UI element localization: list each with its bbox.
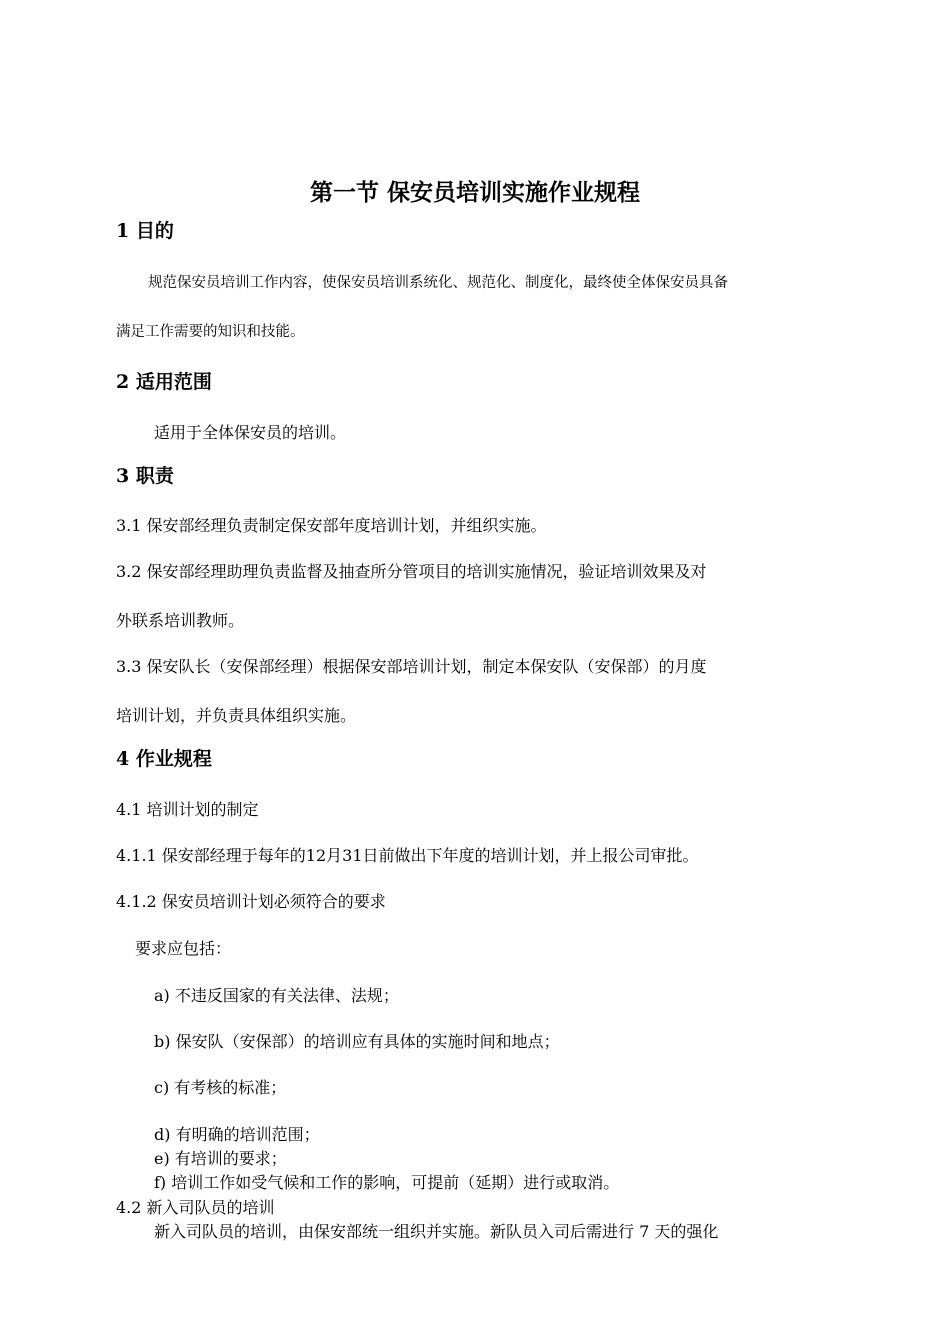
section-4-1-1: 4.1.1 保安部经理于每年的12月31日前做出下年度的培训计划，并上报公司审批。 — [116, 846, 699, 865]
section-3-1: 3.1 保安部经理负责制定保安部年度培训计划，并组织实施。 — [116, 516, 547, 535]
list-item-c: c) 有考核的标准； — [154, 1078, 287, 1097]
section-2-heading: 2 适用范围 — [116, 371, 212, 393]
list-item-d: d) 有明确的培训范围； — [154, 1125, 320, 1144]
section-4-2: 4.2 新入司队员的培训 — [116, 1198, 275, 1217]
section-1-paragraph-line-2: 满足工作需要的知识和技能。 — [116, 324, 305, 340]
section-2-paragraph: 适用于全体保安员的培训。 — [154, 423, 347, 442]
list-item-b: b) 保安队（安保部）的培训应有具体的实施时间和地点； — [154, 1032, 560, 1051]
section-3-3-line-1: 3.3 保安队长（安保部经理）根据保安部培训计划，制定本保安队（安保部）的月度 — [116, 657, 707, 676]
section-1-heading: 1 目的 — [116, 220, 174, 242]
list-item-f: f) 培训工作如受气候和工作的影响，可提前（延期）进行或取消。 — [154, 1173, 620, 1192]
section-1-paragraph-line-1: 规范保安员培训工作内容，使保安员培训系统化、规范化、制度化，最终使全体保安员具备 — [148, 275, 728, 291]
section-4-1-2: 4.1.2 保安员培训计划必须符合的要求 — [116, 892, 386, 911]
document-title: 第一节 保安员培训实施作业规程 — [309, 179, 640, 206]
section-3-2-line-1: 3.2 保安部经理助理负责监督及抽查所分管项目的培训实施情况，验证培训效果及对 — [116, 562, 707, 581]
list-item-e: e) 有培训的要求； — [154, 1149, 287, 1168]
list-item-a: a) 不违反国家的有关法律、法规； — [154, 986, 399, 1005]
section-3-2-line-2: 外联系培训教师。 — [116, 611, 245, 630]
requirements-intro: 要求应包括： — [135, 939, 232, 958]
section-4-heading: 4 作业规程 — [116, 748, 212, 770]
section-3-heading: 3 职责 — [116, 465, 174, 487]
section-4-1: 4.1 培训计划的制定 — [116, 800, 259, 819]
section-3-3-line-2: 培训计划，并负责具体组织实施。 — [116, 706, 357, 725]
section-4-2-paragraph: 新入司队员的培训，由保安部统一组织并实施。新队员入司后需进行 7 天的强化 — [154, 1222, 719, 1241]
